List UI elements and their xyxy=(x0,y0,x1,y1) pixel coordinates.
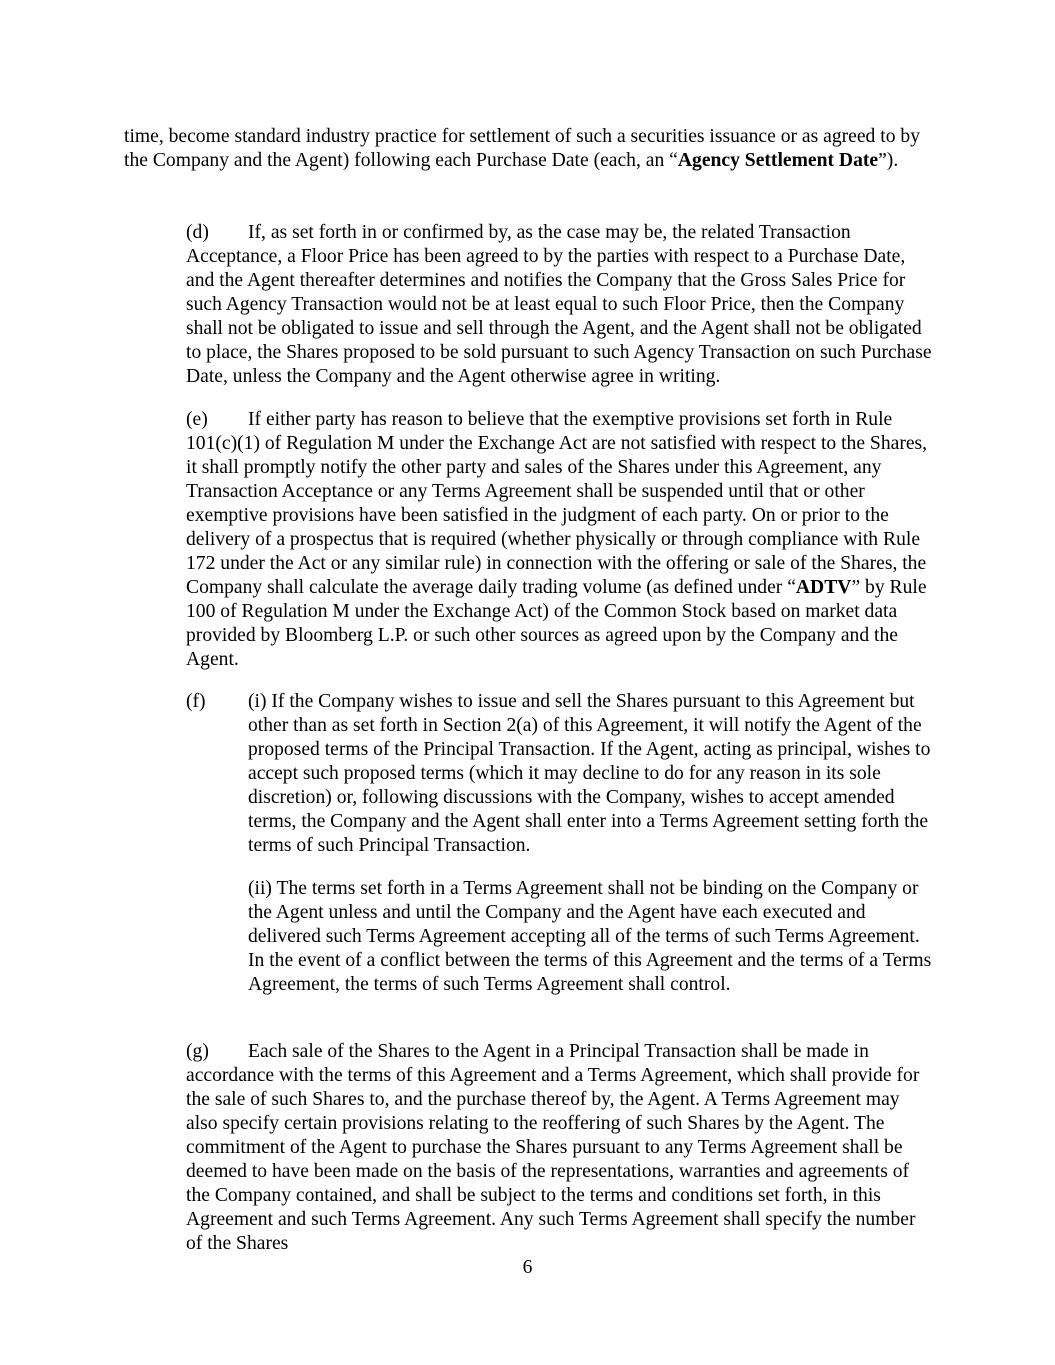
paragraph-f-subsection-i xyxy=(124,690,932,858)
paragraph-f-label: (f) xyxy=(186,691,206,712)
paragraph-d-text: If, as set forth in or confirmed by, as the case may be, the related Transaction Acceptance, a Floor Price has been agreed to by the parties with respect to a Purchase Date, and the Agent thereafter determines and notifies the Company that the Gross Sales Price for such Agency Transaction would not be at least equal to such Floor Price, then the Company shall not be obligated to issue and sell through the Agent, and the Agent shall not be obligated to place, the Shares proposed to be sold pursuant to such Agency Transaction on such Purchase Date, unless the Company and the Agent otherwise agree in writing. xyxy=(186,222,932,387)
intro-paragraph xyxy=(124,125,932,173)
intro-text-after: ”). xyxy=(878,150,899,171)
paragraph-g-label: (g) xyxy=(186,1041,209,1062)
paragraph-d xyxy=(124,221,932,389)
paragraph-f xyxy=(124,690,932,858)
paragraph-e-text-before: If either party has reason to believe that the exemptive provisions set forth in Rule 101(c)(1) of Regulation M under the Exchange Act are not satisfied with respect to the Shares, it shall promptly notify the other party and sales of the Shares under this Agreement, any Transaction Acceptance or any Terms Agreement shall be suspended until that or other exemptive provisions have been satisfied in the judgment of each party. On or prior to the delivery of a prospectus that is required (whether physically or through compliance with Rule 172 under the Act or any similar rule) in connection with the offering or sale of the Shares, the Company shall calculate the average daily trading volume (as defined under “ xyxy=(186,409,928,598)
paragraph-e-label: (e) xyxy=(186,409,208,430)
paragraph-e xyxy=(124,408,932,672)
paragraph-e-text-after: ” by Rule 100 of Regulation M under the Exchange Act) of the Common Stock based on market data provided by Bloomberg L.P. or such other sources as agreed upon by the Company and the Agent. xyxy=(186,577,927,670)
paragraph-d-label: (d) xyxy=(186,222,209,243)
defined-term-adtv: ADTV xyxy=(795,577,852,598)
paragraph-f-subsection-ii-text: (ii) The terms set forth in a Terms Agreement shall not be binding on the Company or the Agent unless and until the Company and the Agent have each executed and delivered such Terms Agreement accepting all of the terms of such Terms Agreement. In the event of a conflict between the terms of this Agreement and the terms of a Terms Agreement, the terms of such Terms Agreement shall control. xyxy=(248,878,932,995)
paragraph-f-ii xyxy=(124,877,932,997)
intro-text-before: time, become standard industry practice for settlement of such a securities issuance or as agreed to by the Company and the Agent) following each Purchase Date (each, an “ xyxy=(124,126,920,171)
paragraph-f-subsection-i-text: (i) If the Company wishes to issue and sell the Shares pursuant to this Agreement but other than as set forth in Section 2(a) of this Agreement, it will notify the Agent of the proposed terms of the Principal Transaction. If the Agent, acting as principal, wishes to accept such proposed terms (which it may decline to do for any reason in its sole discretion) or, following discussions with the Company, wishes to accept amended terms, the Company and the Agent shall enter into a Terms Agreement setting forth the terms of such Principal Transaction. xyxy=(248,691,931,856)
paragraph-g-text: Each sale of the Shares to the Agent in a Principal Transaction shall be made in accordance with the terms of this Agreement and a Terms Agreement, which shall provide for the sale of such Shares to, and the purchase thereof by, the Agent. A Terms Agreement may also specify certain provisions relating to the reoffering of such Shares by the Agent. The commitment of the Agent to purchase the Shares pursuant to any Terms Agreement shall be deemed to have been made on the basis of the representations, warranties and agreements of the Company contained, and shall be subject to the terms and conditions set forth, in this Agreement and such Terms Agreement. Any such Terms Agreement shall specify the number of the Shares xyxy=(186,1041,920,1254)
paragraph-f-subsection-ii xyxy=(124,877,932,997)
defined-term-agency-settlement-date: Agency Settlement Date xyxy=(677,150,879,171)
page-number: 6 xyxy=(522,1257,533,1278)
paragraph-g xyxy=(124,1040,932,1256)
